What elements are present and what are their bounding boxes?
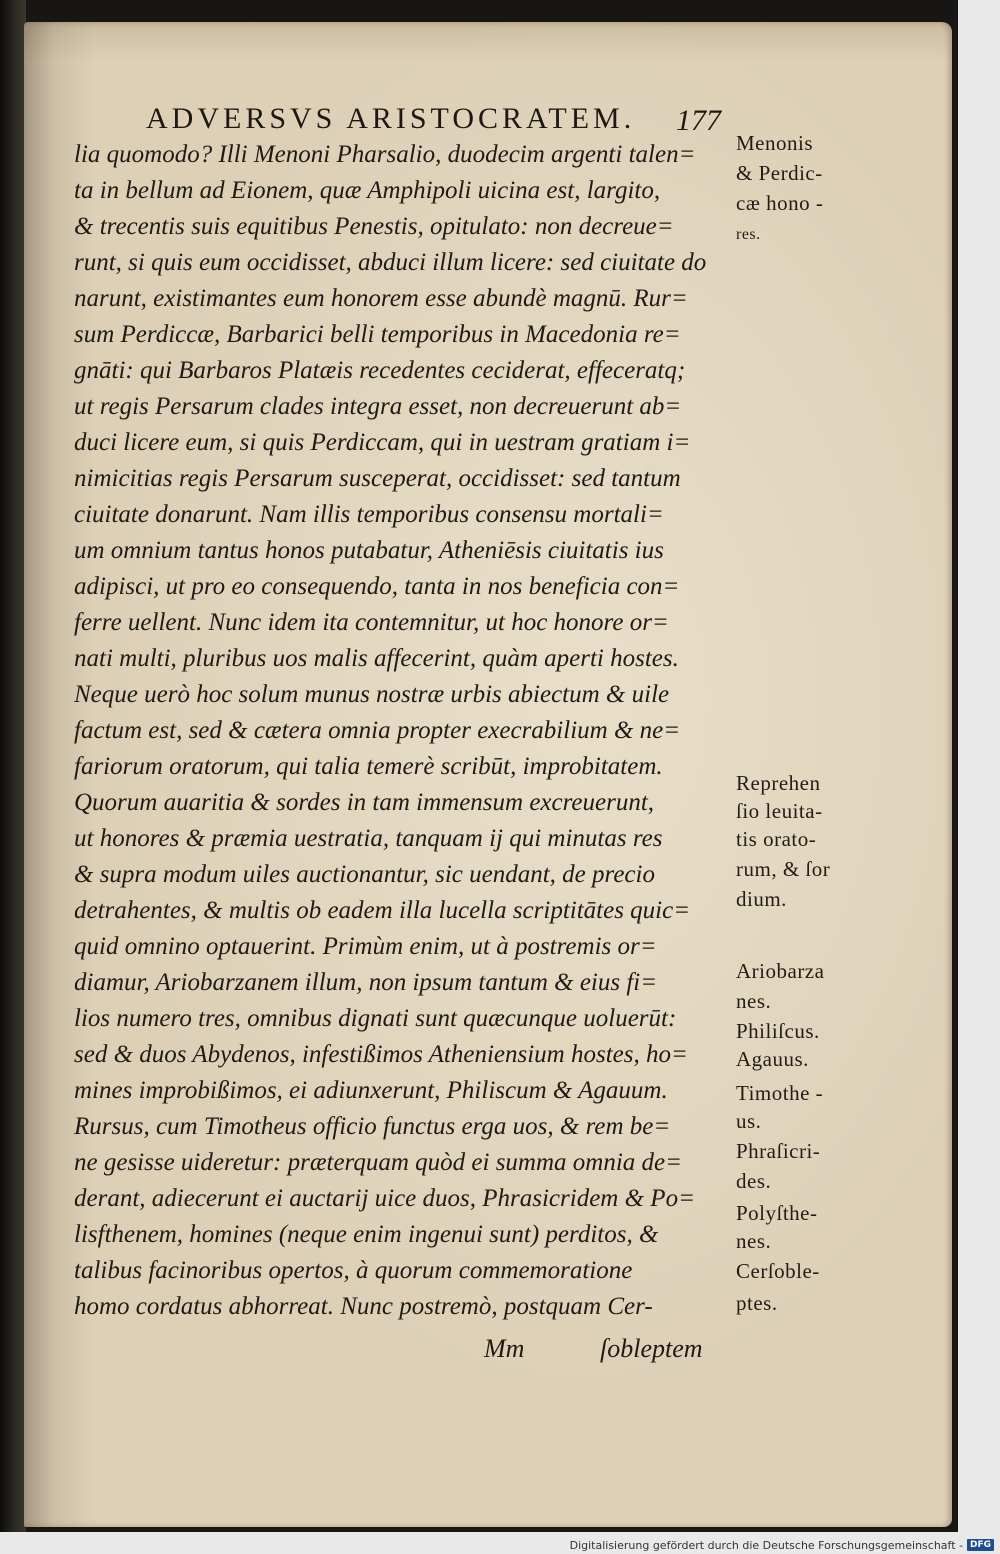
text-line: talibus facinoribus opertos, à quorum commemoratione	[74, 1257, 633, 1284]
text-line: um omnium tantus honos putabatur, Atheniēsis ciuitatis ius	[74, 537, 664, 564]
text-line: ut regis Persarum clades integra esset, non decreuerunt ab=	[74, 393, 682, 420]
text-line: factum est, sed & cætera omnia propter execrabilium & ne=	[74, 717, 681, 744]
marginal-note: us.	[736, 1109, 762, 1133]
marginal-note: cæ hono -	[736, 191, 824, 215]
text-line: gnāti: qui Barbaros Platæis recedentes ceciderat, effeceratq;	[74, 357, 686, 384]
text-line: duci licere eum, si quis Perdiccam, qui in uestram gratiam i=	[74, 429, 691, 456]
text-line: mines improbißimos, ei adiunxerunt, Philiscum & Agauum.	[74, 1077, 668, 1104]
book-spine	[0, 0, 26, 1532]
text-line: Quorum auaritia & sordes in tam immensum excreuerunt,	[74, 789, 655, 816]
text-line: detrahentes, & multis ob eadem illa lucella scriptitātes quic=	[74, 897, 691, 924]
text-line: Neque uerò hoc solum munus nostræ urbis abiectum & uile	[74, 681, 670, 708]
text-line: adipisci, ut pro eo consequendo, tanta in nos beneficia con=	[74, 573, 680, 600]
text-line: quid omnino optauerint. Primùm enim, ut à postremis or=	[74, 933, 657, 960]
marginal-note: Philiſcus.	[736, 1019, 820, 1043]
text-line: narunt, existimantes eum honorem esse abundè magnū. Rur=	[74, 285, 688, 312]
marginal-note: ptes.	[736, 1291, 778, 1315]
signature-mark: Mm	[484, 1334, 525, 1363]
catchword: ſobleptem	[600, 1334, 703, 1363]
marginal-note: Agauus.	[736, 1047, 809, 1071]
text-line: lia quomodo? Illi Menoni Pharsalio, duodecim argenti talen=	[74, 141, 696, 168]
text-line: sed & duos Abydenos, infestißimos Atheniensium hostes, ho=	[74, 1041, 688, 1068]
marginal-note: Phraſicri-	[736, 1139, 821, 1163]
marginal-note: res.	[736, 226, 761, 243]
marginal-note: Reprehen	[736, 771, 821, 795]
marginal-note: & Perdic-	[736, 161, 823, 185]
text-line: runt, si quis eum occidisset, abduci illum licere: sed ciuitate do	[74, 249, 707, 276]
text-line: ciuitate donarunt. Nam illis temporibus consensu mortali=	[74, 501, 664, 528]
text-line: ferre uellent. Nunc idem ita contemnitur, ut hoc honore or=	[74, 609, 669, 636]
marginal-note: nes.	[736, 1229, 772, 1253]
text-line: lisfthenem, homines (neque enim ingenui sunt) perditos, &	[74, 1221, 659, 1248]
marginal-note: Polyſthe-	[736, 1201, 818, 1225]
running-head: ADVERSVS ARISTOCRATEM.	[146, 102, 636, 135]
marginal-note: Cerſoble-	[736, 1259, 820, 1283]
marginal-note: rum, & ſor	[736, 857, 831, 881]
text-line: ut honores & præmia uestratia, tanquam ij qui minutas res	[74, 825, 663, 852]
text-line: ta in bellum ad Eionem, quæ Amphipoli uicina est, largito,	[74, 177, 661, 204]
marginal-note: Ariobarza	[736, 959, 825, 983]
text-line: nati multi, pluribus uos malis affecerint, quàm aperti hostes.	[74, 645, 679, 672]
footer-credit-text: Digitalisierung gefördert durch die Deutsche Forschungsgemeinschaft -	[569, 1538, 963, 1552]
book-page	[24, 22, 952, 1527]
marginal-note: nes.	[736, 989, 772, 1013]
text-line: diamur, Ariobarzanem illum, non ipsum tantum & eius fi=	[74, 969, 658, 996]
marginal-note: Menonis	[736, 131, 813, 155]
digitization-footer	[570, 1536, 994, 1554]
text-line: lios numero tres, omnibus dignati sunt quæcunque uoluerūt:	[74, 1005, 677, 1032]
text-line: homo cordatus abhorreat. Nunc postremò, postquam Cer-	[74, 1293, 653, 1320]
marginal-note: Timothe -	[736, 1081, 824, 1105]
text-line: & trecentis suis equitibus Penestis, opitulato: non decreue=	[74, 213, 674, 240]
text-line: Rursus, cum Timotheus officio functus erga uos, & rem be=	[74, 1113, 671, 1140]
text-line: ne gesisse uideretur: præterquam quòd ei summa omnia de=	[74, 1149, 683, 1176]
marginal-note: ſio leuita-	[736, 799, 823, 823]
text-line: fariorum oratorum, qui talia temerè scribūt, improbitatem.	[74, 753, 663, 780]
dfg-logo-icon: DFG	[967, 1539, 994, 1551]
text-line: nimicitias regis Persarum susceperat, occidisset: sed tantum	[74, 465, 681, 492]
marginal-note: des.	[736, 1169, 772, 1193]
marginal-note: tis orato-	[736, 827, 817, 851]
text-line: derant, adiecerunt ei auctarij uice duos, Phrasicridem & Po=	[74, 1185, 695, 1212]
marginal-note: dium.	[736, 887, 787, 911]
text-line: sum Perdiccæ, Barbarici belli temporibus in Macedonia re=	[74, 321, 681, 348]
text-line: & supra modum uiles auctionantur, sic uendant, de precio	[74, 861, 655, 888]
page-number: 177	[676, 104, 721, 137]
